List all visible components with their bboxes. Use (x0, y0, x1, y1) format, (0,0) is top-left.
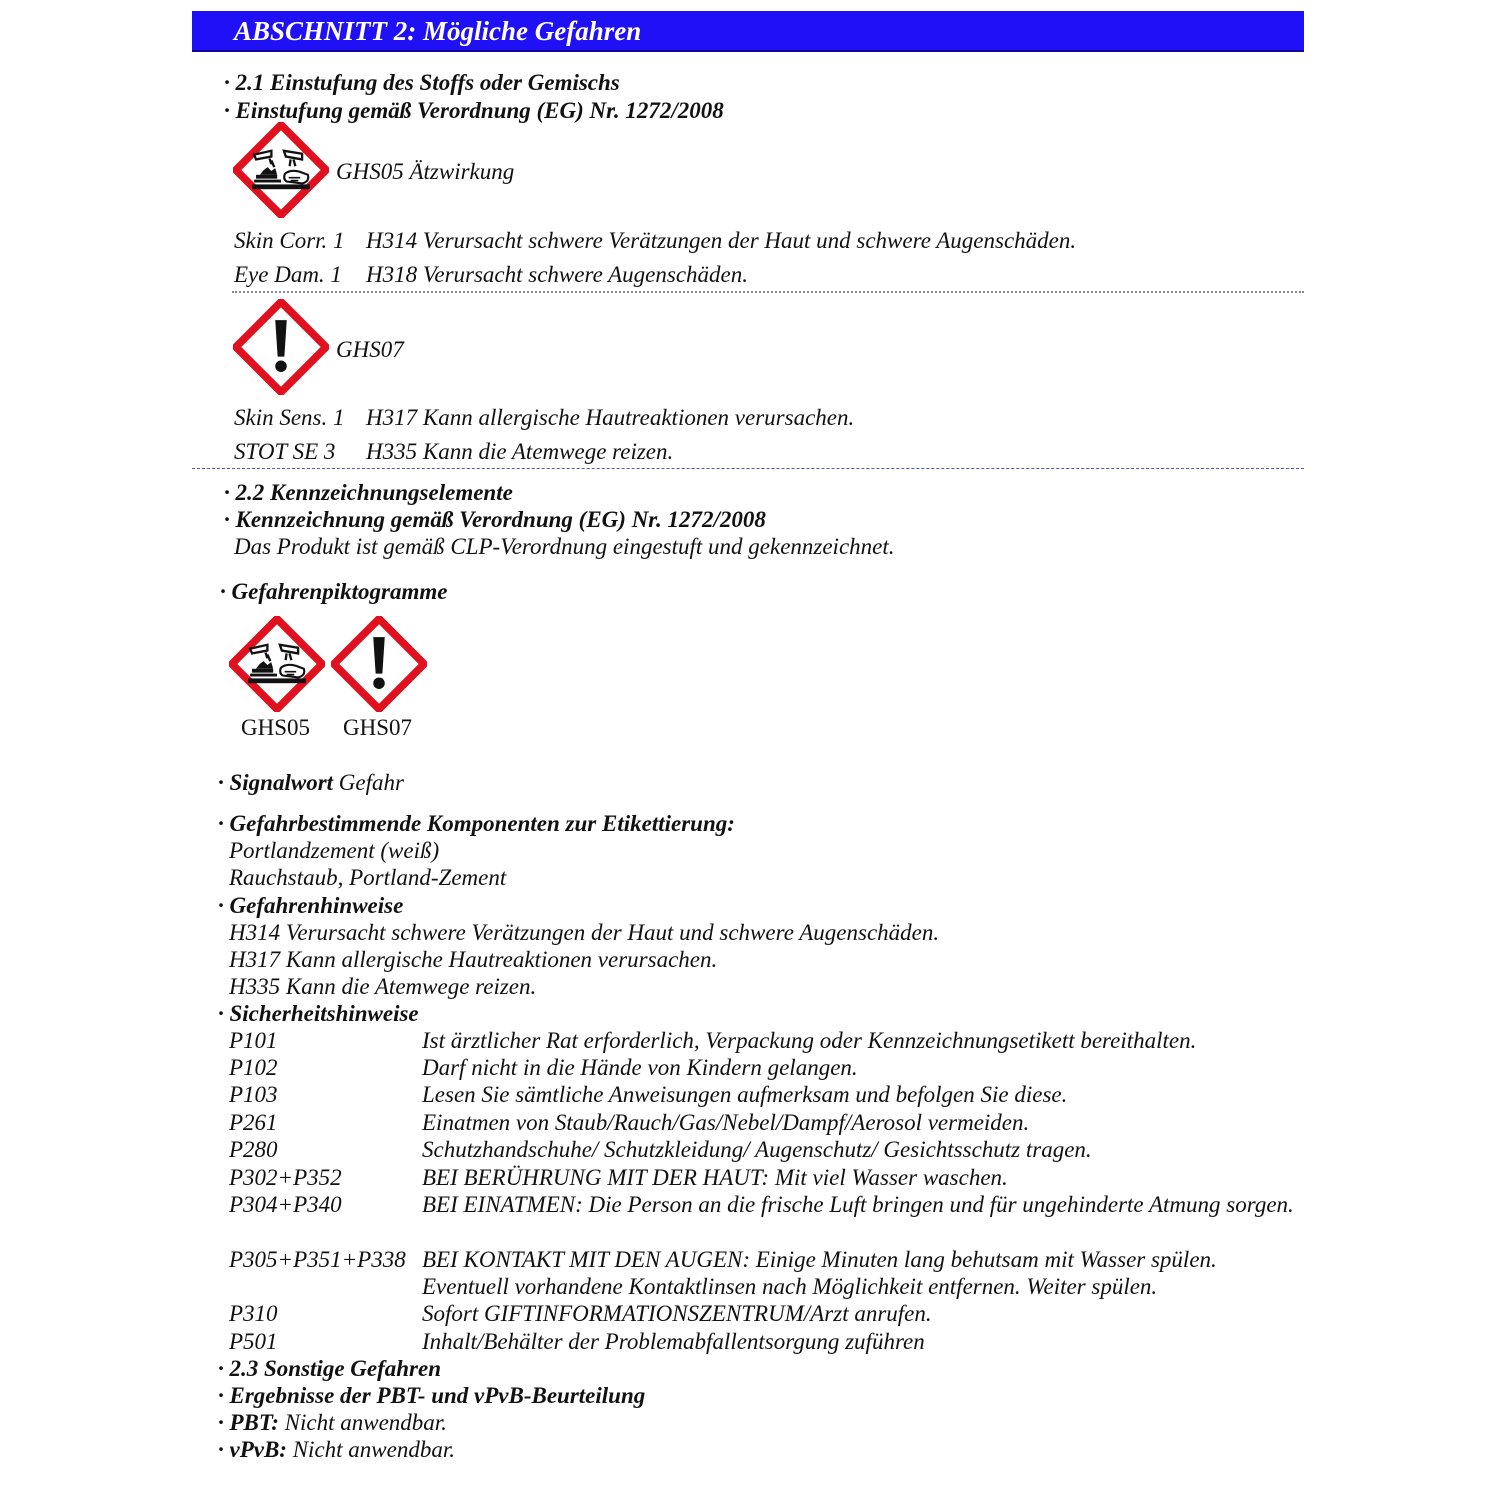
component-item: Rauchstaub, Portland-Zement (229, 865, 507, 890)
signal-word-value: Gefahr (338, 770, 404, 795)
precaution-code: P101 (229, 1028, 278, 1053)
precaution-code: P261 (229, 1110, 278, 1135)
precaution-code: P310 (229, 1301, 278, 1326)
hazard-statement: H317 Kann allergische Hautreaktionen verursachen. (366, 405, 855, 430)
hazard-statements-heading: · Gefahrenhinweise (218, 893, 404, 918)
precaution-text: Darf nicht in die Hände von Kindern gelangen. (422, 1055, 858, 1080)
precaution-text: Einatmen von Staub/Rauch/Gas/Nebel/Dampf/Aerosol vermeiden. (422, 1110, 1030, 1135)
precaution-code: P302+P352 (229, 1165, 342, 1190)
pbt-line (218, 1409, 447, 1436)
pbt-label: · PBT: (218, 1410, 279, 1435)
section-2-1-subheading: · Einstufung gemäß Verordnung (EG) Nr. 1272/2008 (224, 98, 724, 123)
hazard-statement-item: H317 Kann allergische Hautreaktionen verursachen. (229, 947, 718, 972)
precaution-text: Ist ärztlicher Rat erforderlich, Verpackung oder Kennzeichnungsetikett bereithalten. (422, 1028, 1197, 1053)
signal-word-label: · Signalwort (218, 770, 334, 795)
precaution-code: P280 (229, 1137, 278, 1162)
hazard-statement-item: H314 Verursacht schwere Verätzungen der Haut und schwere Augenschäden. (229, 920, 940, 945)
ghs07-classification-label: GHS07 (336, 337, 404, 362)
component-item: Portlandzement (weiß) (229, 838, 440, 863)
precautions-heading: · Sicherheitshinweise (218, 1001, 419, 1026)
precaution-code: P102 (229, 1055, 278, 1080)
dashed-divider (192, 468, 1304, 469)
section-title: ABSCHNITT 2: Mögliche Gefahren (234, 16, 642, 46)
section-2-1-heading: · 2.1 Einstufung des Stoffs oder Gemischs (224, 70, 620, 95)
corrosion-icon (233, 122, 329, 218)
vpvb-value: Nicht anwendbar. (292, 1437, 455, 1462)
section-header (192, 11, 1304, 52)
vpvb-label: · vPvB: (218, 1437, 287, 1462)
precaution-code: P103 (229, 1082, 278, 1107)
pictograms-heading: · Gefahrenpiktogramme (220, 579, 448, 604)
ghs05-classification-label: GHS05 Ätzwirkung (336, 159, 515, 184)
precaution-text: BEI EINATMEN: Die Person an die frische Luft bringen und für ungehinderte Atmung sorgen. (422, 1192, 1294, 1217)
section-2-2-subheading: · Kennzeichnung gemäß Verordnung (EG) Nr. 1272/2008 (224, 507, 766, 532)
corrosion-icon (229, 616, 325, 712)
hazard-class: Skin Corr. 1 (234, 228, 345, 253)
exclamation-icon (331, 616, 427, 712)
precaution-text: Schutzhandschuhe/ Schutzkleidung/ Augenschutz/ Gesichtsschutz tragen. (422, 1137, 1092, 1162)
components-heading: · Gefahrbestimmende Komponenten zur Etikettierung: (218, 811, 735, 836)
precaution-code: P304+P340 (229, 1192, 342, 1217)
exclamation-icon (233, 299, 329, 395)
clp-note: Das Produkt ist gemäß CLP-Verordnung eingestuft und gekennzeichnet. (234, 534, 895, 559)
hazard-statement: H335 Kann die Atemwege reizen. (366, 439, 674, 464)
section-2-2-heading: · 2.2 Kennzeichnungselemente (224, 480, 513, 505)
hazard-statement-item: H335 Kann die Atemwege reizen. (229, 974, 537, 999)
hazard-class: STOT SE 3 (234, 439, 336, 464)
hazard-statement: H314 Verursacht schwere Verätzungen der Haut und schwere Augenschäden. (366, 228, 1077, 253)
precaution-text: Lesen Sie sämtliche Anweisungen aufmerksam und befolgen Sie diese. (422, 1082, 1068, 1107)
vpvb-line (218, 1436, 455, 1463)
precaution-code: P501 (229, 1329, 278, 1354)
dotted-divider (232, 291, 1304, 293)
pbt-value: Nicht anwendbar. (284, 1410, 447, 1435)
precaution-text: BEI BERÜHRUNG MIT DER HAUT: Mit viel Wasser waschen. (422, 1165, 1008, 1190)
pictogram-label-ghs07: GHS07 (343, 715, 413, 740)
hazard-statement: H318 Verursacht schwere Augenschäden. (366, 262, 748, 287)
precaution-code: P305+P351+P338 (229, 1247, 406, 1272)
precaution-text: BEI KONTAKT MIT DEN AUGEN: Einige Minuten lang behutsam mit Wasser spülen. Eventuell vorhandene Kontaktlinsen nach Möglichkeit entfernen. Weiter spülen. (422, 1247, 1217, 1299)
hazard-class: Eye Dam. 1 (234, 262, 342, 287)
hazard-class: Skin Sens. 1 (234, 405, 345, 430)
precaution-text: Sofort GIFTINFORMATIONSZENTRUM/Arzt anrufen. (422, 1301, 932, 1326)
pbt-assessment-heading: · Ergebnisse der PBT- und vPvB-Beurteilung (218, 1383, 646, 1408)
pictogram-label-ghs05: GHS05 (241, 715, 311, 740)
signal-word-line (218, 769, 404, 796)
precaution-text: Inhalt/Behälter der Problemabfallentsorgung zuführen (422, 1329, 925, 1354)
section-2-3-heading: · 2.3 Sonstige Gefahren (218, 1356, 441, 1381)
